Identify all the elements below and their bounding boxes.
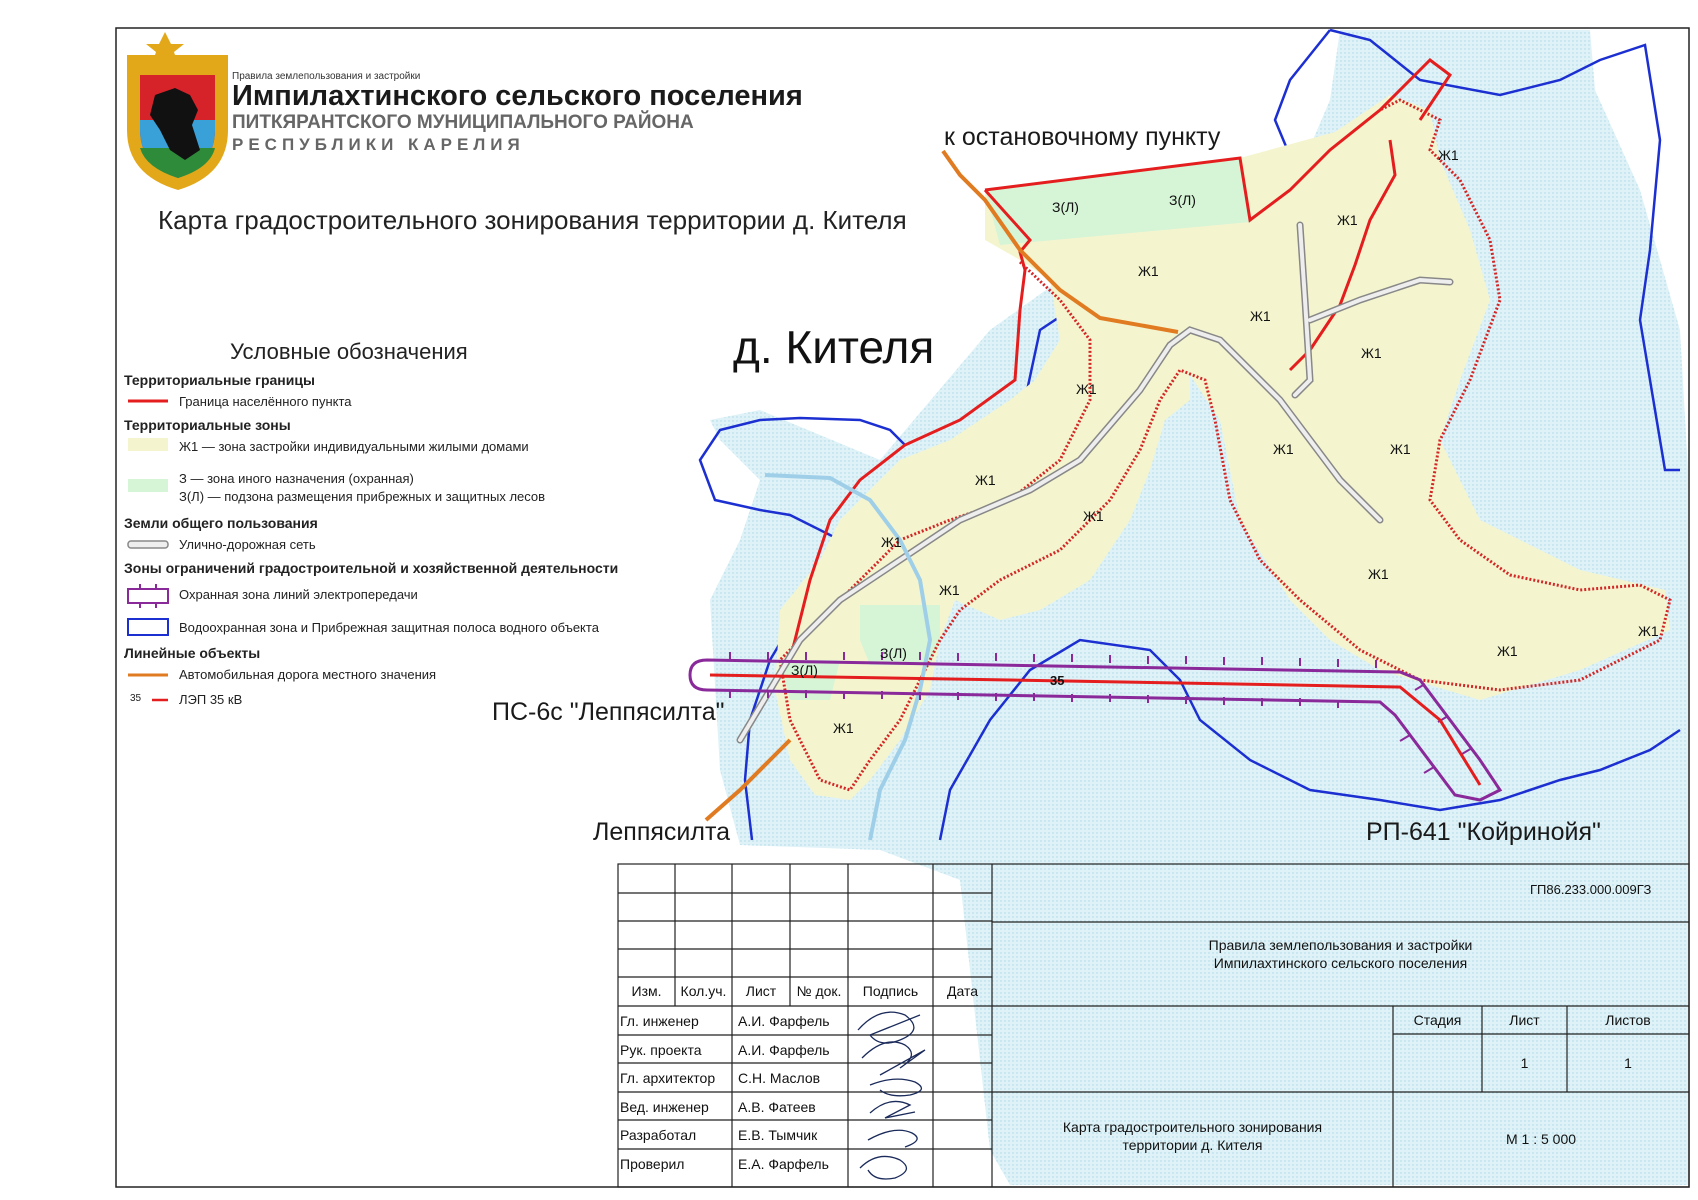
zone-label: Ж1 xyxy=(1083,508,1104,524)
zone-label: З(Л) xyxy=(880,645,907,661)
legend-item-label: Ж1 — зона застройки индивидуальными жилыми домами xyxy=(179,439,529,454)
person-role: Разработал xyxy=(620,1127,697,1143)
person-name: А.В. Фатеев xyxy=(738,1099,816,1115)
person-name: Е.В. Тымчик xyxy=(738,1127,818,1143)
person-role: Проверил xyxy=(620,1156,685,1172)
col-header: Кол.уч. xyxy=(680,983,727,999)
zone-label: Ж1 xyxy=(833,720,854,736)
legend-heading: Земли общего пользования xyxy=(124,515,318,531)
coat-of-arms-logo xyxy=(127,32,228,190)
map-title: Карта градостроительного зонирования территории д. Кителя xyxy=(158,205,907,235)
stage-header: Стадия xyxy=(1413,1012,1462,1028)
zone-label: З(Л) xyxy=(1169,192,1196,208)
legend-street-symbol xyxy=(128,541,168,548)
zone-label: Ж1 xyxy=(1390,441,1411,457)
legend-item-label: Охранная зона линий электропередачи xyxy=(179,587,418,602)
person-name: А.И. Фарфель xyxy=(738,1042,830,1058)
legend-item-label: З(Л) — подзона размещения прибрежных и защитных лесов xyxy=(179,489,546,504)
person-role: Гл. архитектор xyxy=(620,1070,716,1086)
scale: М 1 : 5 000 xyxy=(1505,1131,1577,1147)
legend-heading: Территориальные зоны xyxy=(124,417,291,433)
person-name: Е.А. Фарфель xyxy=(738,1156,829,1172)
person-name: С.Н. Маслов xyxy=(738,1070,821,1086)
zone-label: Ж1 xyxy=(1638,623,1659,639)
header-subtitle-2: РЕСПУБЛИКИ КАРЕЛИЯ xyxy=(232,135,525,154)
substation-label: ПС-6с "Леппясилта" xyxy=(492,698,725,726)
zone-label: Ж1 xyxy=(1138,263,1159,279)
legend-water-zone-symbol xyxy=(128,619,168,635)
legend-power-zone-symbol xyxy=(128,589,168,603)
bus-stop-label: к остановочному пункту xyxy=(944,123,1221,151)
village-label: Леппясилта xyxy=(593,818,731,846)
header-title: Импилахтинского сельского поселения xyxy=(232,80,803,112)
legend-item-label: Граница населённого пункта xyxy=(179,394,352,409)
sheet-value: 1 xyxy=(1520,1055,1529,1071)
col-header: Лист xyxy=(745,983,777,999)
zone-label: З(Л) xyxy=(791,662,818,678)
zone-label: Ж1 xyxy=(975,472,996,488)
settlement-name: д. Кителя xyxy=(733,321,935,373)
zone-label: Ж1 xyxy=(1250,308,1271,324)
legend-item-label: ЛЭП 35 кВ xyxy=(179,692,243,707)
zone-label: Ж1 xyxy=(1076,381,1097,397)
person-name: А.И. Фарфель xyxy=(738,1013,830,1029)
person-role: Рук. проекта xyxy=(620,1042,702,1058)
lep-voltage-label: 35 xyxy=(1050,673,1065,688)
rp-label: РП-641 "Койринойя" xyxy=(1366,818,1601,846)
header-caption: Правила землепользования и застройки xyxy=(232,71,421,82)
col-header: Дата xyxy=(946,983,978,999)
legend-z-symbol xyxy=(128,479,168,492)
legend-item-label: Улично-дорожная сеть xyxy=(179,537,316,552)
legend-item-label: З — зона иного назначения (охранная) xyxy=(179,471,414,486)
legend-heading: Зоны ограничений градостроительной и хозяйственной деятельности xyxy=(124,560,619,576)
legend-lep-marker: 35 xyxy=(130,693,142,704)
col-header: Изм. xyxy=(631,983,662,999)
drawing-name-line-1: Карта градостроительного зонирования xyxy=(1062,1119,1323,1135)
zone-label: З(Л) xyxy=(1052,199,1079,215)
legend-title: Условные обозначения xyxy=(230,339,468,364)
zone-label: Ж1 xyxy=(1438,147,1459,163)
zone-label: Ж1 xyxy=(1337,212,1358,228)
drawing-name-line-2: территории д. Кителя xyxy=(1122,1137,1263,1153)
legend-j1-symbol xyxy=(128,438,168,451)
project-line-2: Импилахтинского сельского поселения xyxy=(1213,955,1468,971)
sheet-header: Лист xyxy=(1509,1012,1540,1028)
zone-label: Ж1 xyxy=(1368,566,1389,582)
doc-code: ГП86.233.000.009ГЗ xyxy=(1530,882,1652,897)
person-role: Вед. инженер xyxy=(620,1099,709,1115)
col-header: Подпись xyxy=(862,983,919,999)
sheets-value: 1 xyxy=(1624,1055,1632,1071)
zone-label: Ж1 xyxy=(1361,345,1382,361)
zone-label: Ж1 xyxy=(1273,441,1294,457)
zone-label: Ж1 xyxy=(881,534,902,550)
zone-label: Ж1 xyxy=(939,582,960,598)
col-header: № док. xyxy=(796,983,842,999)
sheets-header: Листов xyxy=(1605,1012,1651,1028)
person-role: Гл. инженер xyxy=(620,1013,699,1029)
header-subtitle: ПИТКЯРАНТСКОГО МУНИЦИПАЛЬНОГО РАЙОНА xyxy=(232,112,694,133)
project-line-1: Правила землепользования и застройки xyxy=(1208,937,1473,953)
legend-heading: Территориальные границы xyxy=(124,372,315,388)
signatures xyxy=(858,1012,925,1179)
legend-item-label: Автомобильная дорога местного значения xyxy=(179,667,437,682)
legend-item-label: Водоохранная зона и Прибрежная защитная полоса водного объекта xyxy=(179,620,599,635)
zone-label: Ж1 xyxy=(1497,643,1518,659)
legend-heading: Линейные объекты xyxy=(124,645,261,661)
